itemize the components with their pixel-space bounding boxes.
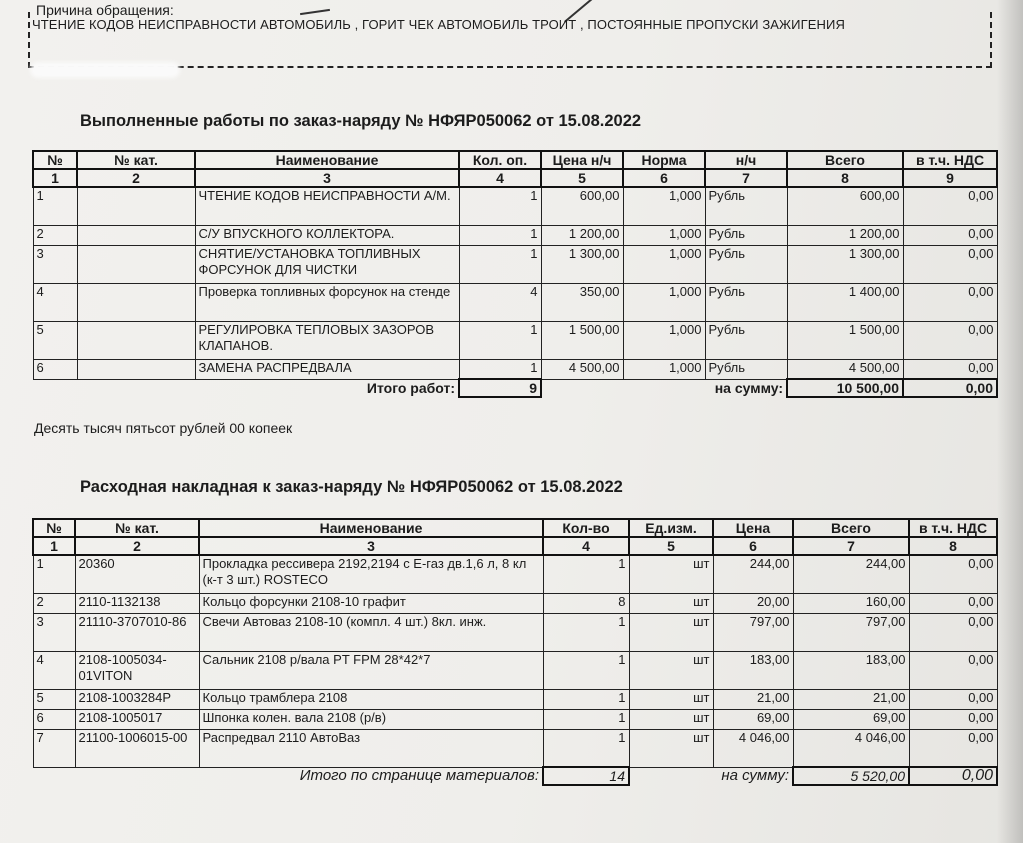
materials-sum-label: на сумму: [721,766,789,784]
materials-total-vat: 0,00 [909,767,997,785]
colnum-cell: 8 [787,169,903,187]
works-header-row [33,151,997,169]
colnum-cell: 3 [199,537,543,555]
table-cell: 0,00 [909,651,997,689]
total-in-words: Десять тысяч пятьсот рублей 00 копеек [34,420,293,436]
table-row [33,187,997,225]
table-cell: 0,00 [909,709,997,729]
table-row [33,555,997,593]
colnum-cell: 4 [459,169,541,187]
header-cell: № [33,519,75,537]
table-cell: 1,000 [623,187,705,225]
table-cell: Рубль [705,245,787,283]
table-cell: 183,00 [713,651,793,689]
table-cell: 69,00 [793,709,909,729]
table-cell: 21110-3707010-86 [75,613,199,651]
header-cell: Ед.изм. [629,519,713,537]
table-cell: 1 [33,555,75,593]
table-cell [77,245,195,283]
works-sum-label: на сумму: [714,379,783,396]
table-row [33,245,997,283]
table-cell: Прокладка рессивера 2192,2194 с Е-газ дв.1,6 л, 8 кл (к-т 3 шт.) ROSTECO [199,555,543,593]
table-cell: Рубль [705,359,787,379]
table-cell: 2 [33,225,77,245]
redacted-area [30,62,180,78]
table-cell: 4 046,00 [713,729,793,767]
table-cell: 1 400,00 [787,283,903,321]
table-cell: СНЯТИЕ/УСТАНОВКА ТОПЛИВНЫХ ФОРСУНОК ДЛЯ ЧИСТКИ [195,245,459,283]
table-cell: 2110-1132138 [75,593,199,613]
table-cell: Шпонка колен. вала 2108 (р/в) [199,709,543,729]
works-total-qty: 9 [459,379,541,397]
table-cell [77,359,195,379]
table-cell: 21,00 [793,689,909,709]
table-cell: 3 [33,613,75,651]
header-cell: Цена [713,519,793,537]
table-cell: 1 200,00 [787,225,903,245]
colnum-cell: 1 [33,169,77,187]
table-cell: 1,000 [623,321,705,359]
page-edge-shadow [997,0,1023,843]
table-cell: 0,00 [903,187,997,225]
header-cell: Цена н/ч [541,151,623,169]
table-cell [77,321,195,359]
works-total-vat: 0,00 [903,379,997,397]
table-cell: 797,00 [793,613,909,651]
header-cell: Норма [623,151,705,169]
table-row [33,651,997,689]
materials-header-row [33,519,997,537]
header-cell: в т.ч. НДС [909,519,997,537]
table-cell: шт [629,651,713,689]
header-cell: н/ч [705,151,787,169]
table-cell: Свечи Автоваз 2108-10 (компл. 4 шт.) 8кл. инж. [199,613,543,651]
table-cell: 1,000 [623,359,705,379]
table-cell: 1 [543,613,629,651]
materials-colnum-row [33,537,997,555]
colnum-cell: 2 [77,169,195,187]
table-cell: 1 [459,321,541,359]
materials-total-sum: 5 520,00 [793,767,909,785]
table-cell [77,283,195,321]
table-cell: ЧТЕНИЕ КОДОВ НЕИСПРАВНОСТИ А/М. [195,187,459,225]
table-cell: 1 200,00 [541,225,623,245]
table-cell: 1 [543,651,629,689]
table-cell: 0,00 [909,555,997,593]
table-cell: 3 [33,245,77,283]
table-cell: 1 [33,187,77,225]
table-cell: 244,00 [793,555,909,593]
table-cell: шт [629,689,713,709]
header-cell: Всего [793,519,909,537]
header-cell: № кат. [77,151,195,169]
table-cell: 0,00 [903,283,997,321]
colnum-cell: 3 [195,169,459,187]
table-cell: 1 300,00 [787,245,903,283]
table-cell: 2108-1005017 [75,709,199,729]
table-cell: 20360 [75,555,199,593]
table-cell: 1 500,00 [541,321,623,359]
table-cell: 1 [543,555,629,593]
table-cell: 2108-1005034-01VITON [75,651,199,689]
colnum-cell: 6 [623,169,705,187]
table-cell: 600,00 [787,187,903,225]
table-cell: 1,000 [623,245,705,283]
table-cell: 69,00 [713,709,793,729]
table-row [33,689,997,709]
table-cell: 0,00 [903,321,997,359]
colnum-cell: 5 [541,169,623,187]
table-cell: 0,00 [909,729,997,767]
table-cell: 797,00 [713,613,793,651]
reason-label: Причина обращения: [36,2,174,18]
works-body [33,187,997,379]
table-cell: 21,00 [713,689,793,709]
colnum-cell: 7 [793,537,909,555]
materials-table [32,518,998,786]
table-cell: 0,00 [909,689,997,709]
table-cell: шт [629,613,713,651]
table-cell: 4 [33,283,77,321]
table-cell: 1 500,00 [787,321,903,359]
works-title: Выполненные работы по заказ-наряду № НФЯР050062 от 15.08.2022 [80,112,642,130]
works-total-label: Итого работ: [366,379,455,396]
table-cell: 1 [543,709,629,729]
table-cell: 8 [543,593,629,613]
table-cell: 183,00 [793,651,909,689]
header-cell: № кат. [75,519,199,537]
table-cell: 2108-1003284P [75,689,199,709]
header-cell: № [33,151,77,169]
table-row [33,225,997,245]
colnum-cell: 1 [33,537,75,555]
reason-text: ЧТЕНИЕ КОДОВ НЕИСПРАВНОСТИ АВТОМОБИЛЬ , ГОРИТ ЧЕК АВТОМОБИЛЬ ТРОИТ , ПОСТОЯННЫЕ ПРОПУСКИ ЗАЖИГЕНИЯ [32,17,845,32]
colnum-cell: 7 [705,169,787,187]
colnum-cell: 9 [903,169,997,187]
table-cell: 1 [543,729,629,767]
colnum-cell: 6 [713,537,793,555]
table-cell: 2 [33,593,75,613]
table-cell: 350,00 [541,283,623,321]
table-row [33,613,997,651]
table-cell [77,225,195,245]
table-cell: 0,00 [903,225,997,245]
table-cell: 1 [459,245,541,283]
table-cell: шт [629,709,713,729]
table-cell: Кольцо трамблера 2108 [199,689,543,709]
table-row [33,283,997,321]
table-cell: С/У ВПУСКНОГО КОЛЛЕКТОРА. [195,225,459,245]
colnum-cell: 8 [909,537,997,555]
table-cell: 4 [33,651,75,689]
table-cell: шт [629,555,713,593]
works-total-row [33,379,997,397]
table-cell: 1 [459,359,541,379]
table-cell: 600,00 [541,187,623,225]
table-cell: ЗАМЕНА РАСПРЕДВАЛА [195,359,459,379]
table-cell: 1 [543,689,629,709]
table-cell: 5 [33,689,75,709]
table-cell: Распредвал 2110 АвтоВаз [199,729,543,767]
materials-total-row [33,767,997,785]
materials-body [33,555,997,767]
colnum-cell: 5 [629,537,713,555]
materials-title: Расходная накладная к заказ-наряду № НФЯР050062 от 15.08.2022 [80,478,623,496]
works-colnum-row [33,169,997,187]
table-cell: 1 [459,187,541,225]
table-cell: 1 [459,225,541,245]
table-cell: 0,00 [903,245,997,283]
table-row [33,359,997,379]
table-cell: 1 300,00 [541,245,623,283]
table-row [33,593,997,613]
table-cell: Проверка топливных форсунок на стенде [195,283,459,321]
table-cell: Рубль [705,321,787,359]
table-cell: Кольцо форсунки 2108-10 графит [199,593,543,613]
table-cell: 0,00 [903,359,997,379]
table-cell: Рубль [705,225,787,245]
table-cell: 4 046,00 [793,729,909,767]
table-cell: 6 [33,359,77,379]
table-cell: 1,000 [623,225,705,245]
header-cell: Наименование [195,151,459,169]
works-total-sum: 10 500,00 [787,379,903,397]
header-cell: в т.ч. НДС [903,151,997,169]
colnum-cell: 2 [75,537,199,555]
header-cell: Всего [787,151,903,169]
table-cell: Рубль [705,187,787,225]
table-cell: шт [629,593,713,613]
table-cell [77,187,195,225]
table-cell: 1,000 [623,283,705,321]
table-cell: 20,00 [713,593,793,613]
table-row [33,321,997,359]
table-cell: 7 [33,729,75,767]
materials-total-label: Итого по странице материалов: [299,766,539,784]
works-table [32,150,998,398]
table-cell: 21100-1006015-00 [75,729,199,767]
header-cell: Кол-во [543,519,629,537]
table-cell: 6 [33,709,75,729]
table-cell: Сальник 2108 р/вала PT FPM 28*42*7 [199,651,543,689]
colnum-cell: 4 [543,537,629,555]
table-cell: РЕГУЛИРОВКА ТЕПЛОВЫХ ЗАЗОРОВ КЛАПАНОВ. [195,321,459,359]
table-row [33,729,997,767]
header-cell: Наименование [199,519,543,537]
table-cell: 4 500,00 [541,359,623,379]
table-row [33,709,997,729]
table-cell: шт [629,729,713,767]
table-cell: 4 500,00 [787,359,903,379]
table-cell: 5 [33,321,77,359]
table-cell: 244,00 [713,555,793,593]
table-cell: 0,00 [909,593,997,613]
table-cell: 160,00 [793,593,909,613]
materials-total-qty: 14 [543,767,629,785]
table-cell: 4 [459,283,541,321]
table-cell: Рубль [705,283,787,321]
table-cell: 0,00 [909,613,997,651]
header-cell: Кол. оп. [459,151,541,169]
